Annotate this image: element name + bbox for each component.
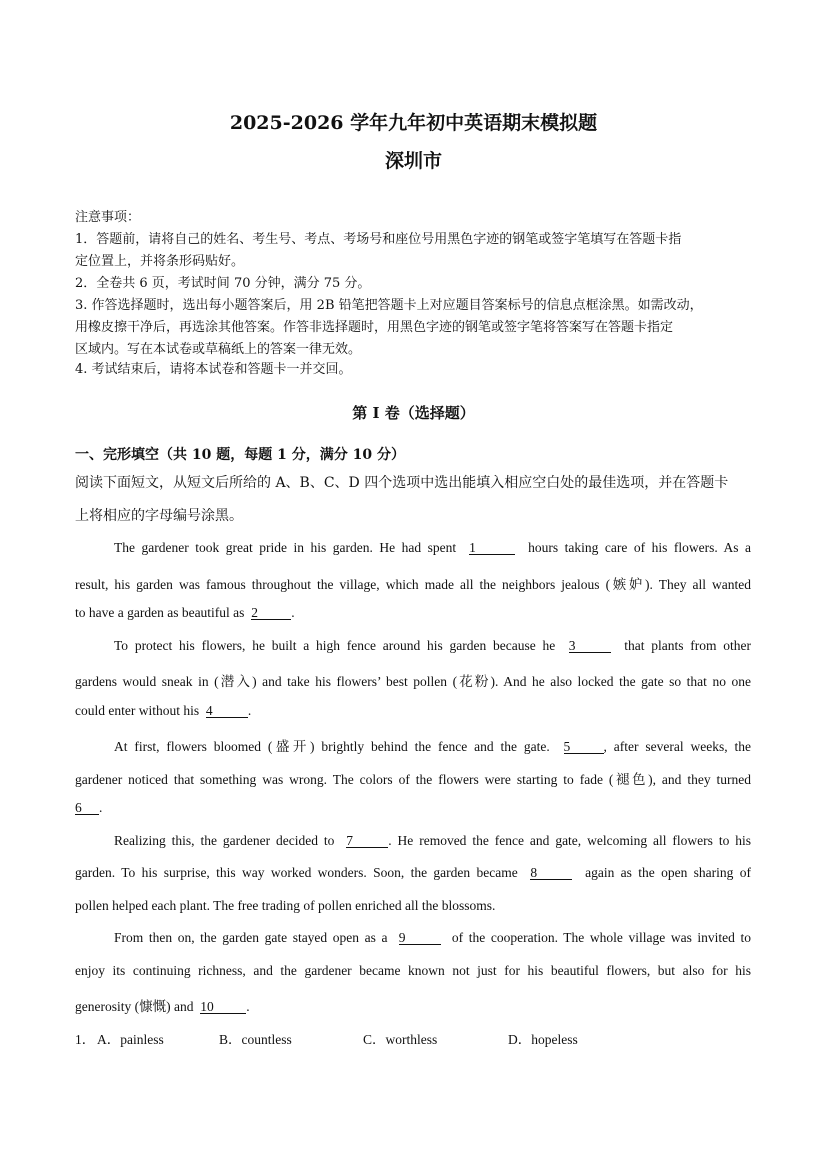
passage-line: From then on, the garden gate stayed open as a 9 of the cooperation. The whole village was invited to xyxy=(114,930,752,945)
section-instructions: 阅读下面短文，从短文后所给的 A、B、C、D 四个选项中选出能填入相应空白处的最佳选项，并在答题卡 xyxy=(75,475,729,491)
passage-line: gardener noticed that something was wrong. The colors of the flowers were starting to fade (褪色), and they turned xyxy=(75,772,751,787)
question-number: 1． xyxy=(75,1032,96,1047)
passage-line: gardens would sneak in (潜入) and take his flowers’ best pollen (花粉). And he also locked the gate so that no one xyxy=(75,674,751,689)
option-a[interactable]: A．painless xyxy=(97,1032,164,1047)
passage-line: could enter without his 4 . xyxy=(75,703,252,718)
passage-line: The gardener took great pride in his garden. He had spent 1 hours taking care of his flowers. As a xyxy=(114,540,752,555)
blank-6: 6 xyxy=(75,801,99,815)
notice-heading: 注意事项： xyxy=(75,210,141,225)
part-title: 第 I 卷（选择题） xyxy=(352,404,475,422)
blank-7: 7 xyxy=(346,834,388,848)
passage-line: garden. To his surprise, this way worked wonders. Soon, the garden became 8 again as the open sharing of xyxy=(75,865,752,880)
blank-1: 1 xyxy=(469,541,515,555)
blank-5: 5 xyxy=(564,740,604,754)
blank-9: 9 xyxy=(399,931,441,945)
notice-item-1: 1．答题前，请将自己的姓名、考生号、考点、考场号和座位号用黑色字迹的钢笔或签字笔填写在答题卡指 xyxy=(75,232,682,247)
notice-item-3-cont: 用橡皮擦干净后，再选涂其他答案。作答非选择题时，用黑色字迹的钢笔或签字笔将答案写在答题卡指定 xyxy=(75,320,674,335)
option-c[interactable]: C．worthless xyxy=(363,1032,438,1047)
passage-line: pollen helped each plant. The free trading of pollen enriched all the blossoms. xyxy=(75,898,496,913)
passage-line: result, his garden was famous throughout the village, which made all the neighbors jealous (嫉妒). They all wanted xyxy=(75,577,751,592)
notice-item-4: 4. 考试结束后，请将本试卷和答题卡一并交回。 xyxy=(75,362,352,377)
passage-line: Realizing this, the gardener decided to 7 . He removed the fence and gate, welcoming all flowers to his xyxy=(114,833,751,848)
notice-item-2: 2．全卷共 6 页，考试时间 70 分钟，满分 75 分。 xyxy=(75,276,371,291)
exam-title: 2025-2026 学年九年初中英语期末模拟题 xyxy=(229,112,598,134)
notice-item-1-cont: 定位置上，并将条形码贴好。 xyxy=(75,254,245,269)
option-b[interactable]: B．countless xyxy=(219,1032,292,1047)
notice-item-3: 3. 作答选择题时，选出每小题答案后，用 2B 铅笔把答题卡上对应题目答案标号的信息点框涂黑。如需改动， xyxy=(75,298,703,313)
section-heading: 一、完形填空（共 10 题，每题 1 分，满分 10 分） xyxy=(75,447,405,463)
blank-4: 4 xyxy=(206,704,248,718)
exam-subtitle: 深圳市 xyxy=(384,150,442,172)
notice-item-3-cont2: 区域内。写在本试卷或草稿纸上的答案一律无效。 xyxy=(75,342,362,357)
option-d[interactable]: D．hopeless xyxy=(508,1032,578,1047)
passage-line: At first, flowers bloomed (盛开) brightly behind the fence and the gate. 5 , after several weeks, the xyxy=(114,739,751,754)
blank-2: 2 xyxy=(251,606,291,620)
blank-3: 3 xyxy=(569,639,611,653)
blank-8: 8 xyxy=(530,866,572,880)
passage-line: 6 . xyxy=(75,800,103,815)
passage-line: To protect his flowers, he built a high fence around his garden because he 3 that plants from other xyxy=(114,638,752,653)
blank-10: 10 xyxy=(200,1000,246,1014)
section-instructions-cont: 上将相应的字母编号涂黑。 xyxy=(75,508,243,524)
passage-line: to have a garden as beautiful as 2 . xyxy=(75,605,295,620)
passage-line: enjoy its continuing richness, and the gardener became known not just for his beautiful flowers, but also for his xyxy=(75,963,751,978)
passage-line: generosity (慷慨) and 10 . xyxy=(75,999,250,1014)
